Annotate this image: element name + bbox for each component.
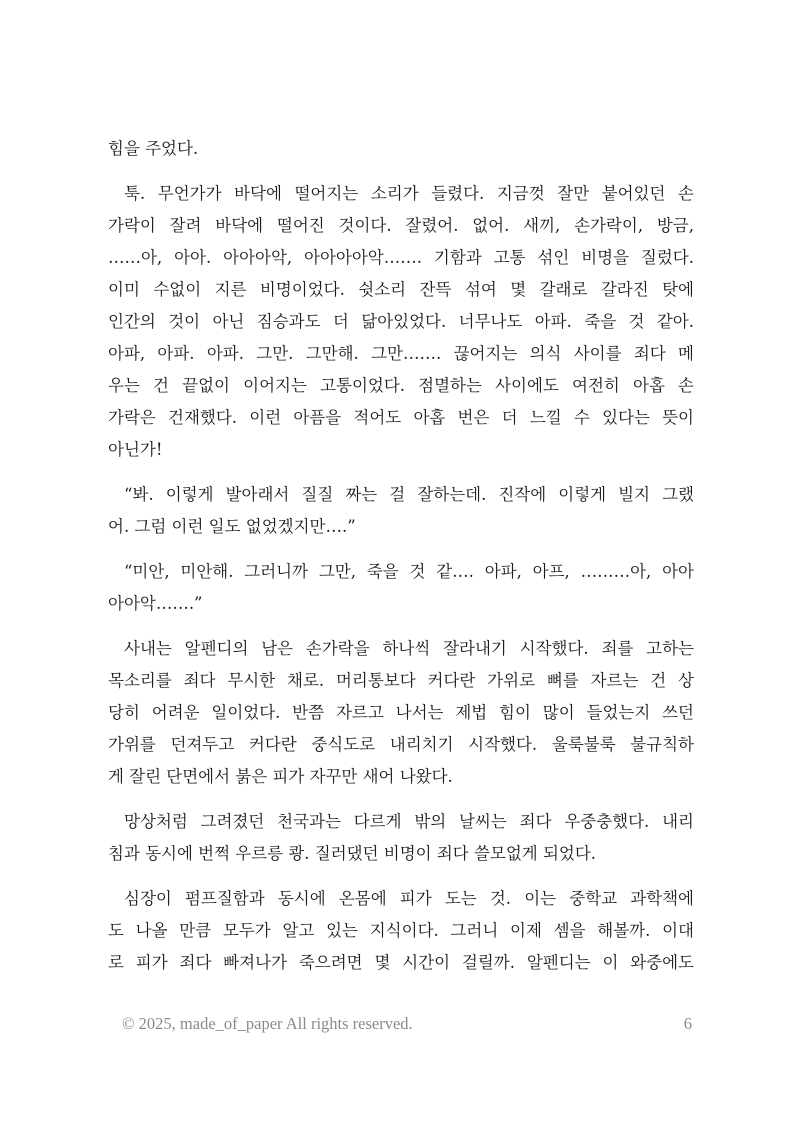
text-line: 아닌가! [108,440,163,459]
text-line: 가위를 던져두고 커다란 중식도로 내리치기 시작했다. 울룩불룩 불규칙하 [108,735,694,754]
dialogue-paragraph [108,556,694,620]
text-line: 가락은 건재했다. 이런 아픔을 적어도 아홉 번은 더 느낄 수 있다는 뜻이 [108,408,694,427]
paragraph [108,133,694,165]
text-line: 가락이 잘려 바닥에 떨어진 것이다. 잘렸어. 없어. 새끼, 손가락이, 방금, [108,216,694,235]
text-line: 이미 수없이 지른 비명이었다. 쉿소리 잔뜩 섞여 몇 갈래로 갈라진 탓에 [108,280,694,299]
text-line: 심장이 펌프질함과 동시에 온몸에 피가 도는 것. 이는 중학교 과학책에 [124,889,694,908]
paragraph [108,633,694,793]
text-line: 망상처럼 그려졌던 천국과는 다르게 밖의 날씨는 죄다 우중충했다. 내리 [124,812,694,831]
text-line: 침과 동시에 번쩍 우르릉 쾅. 질러댔던 비명이 죄다 쓸모없게 되었다. [108,844,597,863]
text-line: ……아, 아아. 아아아악, 아아아아악……. 기함과 고통 섞인 비명을 질렀다. [108,248,694,267]
text-line: 툭. 무언가가 바닥에 떨어지는 소리가 들렸다. 지금껏 잘만 붙어있던 손 [124,184,694,203]
copyright-notice: © 2025, made_of_paper All rights reserved. [122,1014,413,1033]
text-line: 사내는 알펜디의 남은 손가락을 하나씩 잘라내기 시작했다. 죄를 고하는 [124,639,694,658]
text-line: 도 나올 만큼 모두가 알고 있는 지식이다. 그러니 이제 셈을 해볼까. 이대 [108,921,694,940]
page-footer [122,1014,692,1036]
text-line: 아아악…….” [108,594,203,613]
text-line: 게 잘린 단면에서 붉은 피가 자꾸만 새어 나왔다. [108,767,453,786]
text-line: 아파, 아파. 아파. 그만. 그만해. 그만……. 끊어지는 의식 사이를 죄다 메 [108,344,694,363]
text-line: 인간의 것이 아닌 짐승과도 더 닮아있었다. 너무나도 아파. 죽을 것 같아. [108,312,694,331]
text-line: 어. 그럼 이런 일도 없었겠지만….” [108,517,356,536]
text-line: 힘을 주었다. [108,139,199,158]
paragraph [108,806,694,870]
text-line: 당히 어려운 일이었다. 반쯤 자르고 나서는 제법 힘이 많이 들었는지 쓰던 [108,703,694,722]
text-line: 우는 건 끝없이 이어지는 고통이었다. 점멸하는 사이에도 여전히 아홉 손 [108,376,694,395]
dialogue-paragraph [108,479,694,543]
body-text [108,133,694,992]
paragraph [108,178,694,466]
text-line: “미안, 미안해. 그러니까 그만, 죽을 것 같…. 아파, 아프, ………아, 아아 [124,562,694,581]
paragraph [108,883,694,979]
text-line: 목소리를 죄다 무시한 채로. 머리통보다 커다란 가위로 뼈를 자르는 건 상 [108,671,694,690]
page-number: 6 [683,1014,692,1033]
text-line: “봐. 이렇게 발아래서 질질 짜는 걸 잘하는데. 진작에 이렇게 빌지 그랬 [124,485,694,504]
text-line: 로 피가 죄다 빠져나가 죽으려면 몇 시간이 걸릴까. 알펜디는 이 와중에도 [108,953,694,972]
